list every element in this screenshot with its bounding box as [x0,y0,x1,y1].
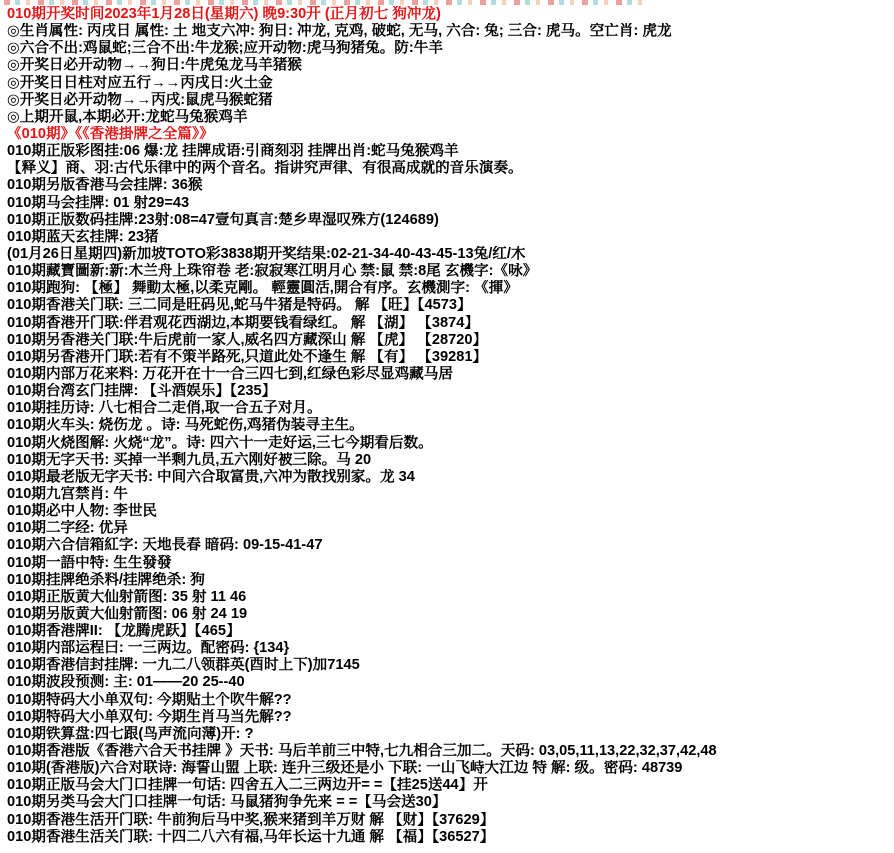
text-line: 010期火烧图解: 火烧“龙”。诗: 四六十一走好运,三七今期看后数。 [7,434,433,451]
text-line: ◎开奖日必开动物→→丙戌:鼠虎马猴蛇猪 [7,91,273,108]
tips-line-list [0,5,894,846]
text-line: 010期正版黄大仙射箭图: 35 射 11 46 [7,588,247,605]
text-line: 010期九宫禁肖: 牛 [7,485,128,502]
text-line: 010期另版黄大仙射箭图: 06 射 24 19 [7,605,248,622]
text-line: 010期正版彩图挂:06 爆:龙 挂牌成语:引商刻羽 挂牌出肖:蛇马兔猴鸡羊 [7,143,459,160]
text-line: 010期火车头: 烧伤龙 。诗: 马死蛇伤,鸡猪伪装寻主生。 [7,417,364,434]
text-line: ◎生肖属性: 丙戌日 属性: 土 地支六冲: 狗日: 冲龙, 克鸡, 破蛇, 无马, 六合: 兔; 三合: 虎马。空亡肖: 虎龙 [7,23,672,40]
text-line: 《010期》《《香港掛牌之全篇》》 [7,125,214,142]
text-line: 010期必中人物: 李世民 [7,503,158,520]
text-line: 010期正版马会大门口挂牌一句话: 四舍五入二三两边开= =【挂25送44】开 [7,777,488,794]
text-line: 010期台湾玄门挂牌: 【斗酒娱乐】【235】 [7,383,277,400]
text-line: 010期另香港开门联:若有不策半路死,只道此处不逢生 解 【有】 【39281】 [7,348,488,365]
text-line: 010期铁算盘:四七跟(鸟声流向薄)开: ? [7,725,254,742]
text-line: ◎开奖日日柱对应五行→→丙戌日:火土金 [7,74,273,91]
text-line: 010期开奖时间2023年1月28日(星期六) 晚9:30开 (正月初七 狗冲龙) [7,6,441,22]
text-line: 010期香港牌II: 【龙腾虎跃】【465】 [7,623,241,640]
text-line: ◎上期开鼠,本期必开:龙蛇马兔猴鸡羊 [7,108,248,125]
text-line: 010期六合信箱紅字: 天地長春 暗码: 09-15-41-47 [7,537,323,554]
text-line: 010期另版香港马会挂牌: 36猴 [7,177,203,194]
text-line: 010期香港生活开门联: 牛前狗后马中奖,猴来猪到羊万财 解 【财】【37629】 [7,811,495,828]
text-line: 010期香港关门联: 三二同是旺码见,蛇马牛猪是特码。 解 【旺】【4573】 [7,297,472,314]
text-line: 010期无字天书: 买掉一半剩九员,五六刚好被三除。马 20 [7,451,372,468]
text-line: 010期香港版《香港六合天书挂牌 》天书: 马后羊前三中特,七九相合三加二。天码: 03,05,11,13,22,32,37,42,48 [7,743,717,760]
text-line: 010期马会挂牌: 01 射29=43 [7,194,190,211]
text-line: 010期藏寶圖新:新:木兰舟上珠帘卷 老:寂寂寒江明月心 禁:鼠 禁:8尾 玄機字:《咏》 [7,263,538,280]
text-line: 010期二字经: 优异 [7,520,128,537]
text-line: 010期最老版无字天书: 中间六合取富贵,六冲为散找别家。龙 34 [7,468,415,485]
text-line: ◎六合不出:鸡鼠蛇;三合不出:牛龙猴;应开动物:虎马狗猪兔。防:牛羊 [7,40,443,57]
text-line: 010期蓝天玄挂牌: 23猪 [7,228,159,245]
text-line: 010期挂历诗: 八七相合二走俏,取一合五子对月。 [7,400,322,417]
text-line: 010期另类马会大门口挂牌一句话: 马鼠猪狗争先来 = =【马会送30】 [7,794,447,811]
text-line: 010期内部万花来料: 万花开在十一合三四七到,红绿色彩尽显鸡藏马居 [7,365,453,382]
text-line: 010期另香港关门联:牛后虎前一家人,威名四方藏深山 解 【虎】 【28720】 [7,331,488,348]
text-line: 【释义】商、羽:古代乐律中的两个音名。指讲究声律、有很高成就的音乐演奏。 [7,160,523,177]
text-line: 010期(香港版)六合对联诗: 海誓山盟 上联: 连升三级还是小 下联: 一山飞峙大江边 特 解: 级。密码: 48739 [7,760,683,777]
text-line: 010期香港信封挂牌: 一九二八领群英(酉时上下)加7145 [7,657,360,674]
text-line: 010期波段预测: 主: 01——20 25--40 [7,674,245,691]
text-line: 010期香港生活关门联: 十四二八六有福,马年长运十九通 解 【福】【36527】 [7,828,495,845]
text-line: ◎开奖日必开动物→→狗日:牛虎兔龙马羊猪猴 [7,57,302,74]
text-line: 010期正版数码挂牌:23射:08=47壹句真言:楚乡卑湿叹殊方(124689) [7,211,439,228]
text-line: 010期挂牌绝杀料/挂牌绝杀: 狗 [7,571,205,588]
text-line: 010期香港开门联:伴君观花西湖边,本期要钱看绿红。 解 【湖】 【3874】 [7,314,479,331]
text-line: 010期跑狗: 【極】 舞動太極,以柔克剛。 輕靈圓活,開合有序。玄機測字: 《揮》 [7,280,518,297]
text-line: 010期一語中特: 生生發發 [7,554,172,571]
text-line: 010期特码大小单双句: 今期贴土个吹牛解?? [7,691,292,708]
text-line: (01月26日星期四)新加坡TOTO彩3838期开奖结果:02-21-34-40-43-45-13兔/红/木 [7,245,526,262]
text-line: 010期特码大小单双句: 今期生肖马当先解?? [7,708,292,725]
text-line: 010期内部运程曰: 一三两边。配密码: {134} [7,640,290,657]
